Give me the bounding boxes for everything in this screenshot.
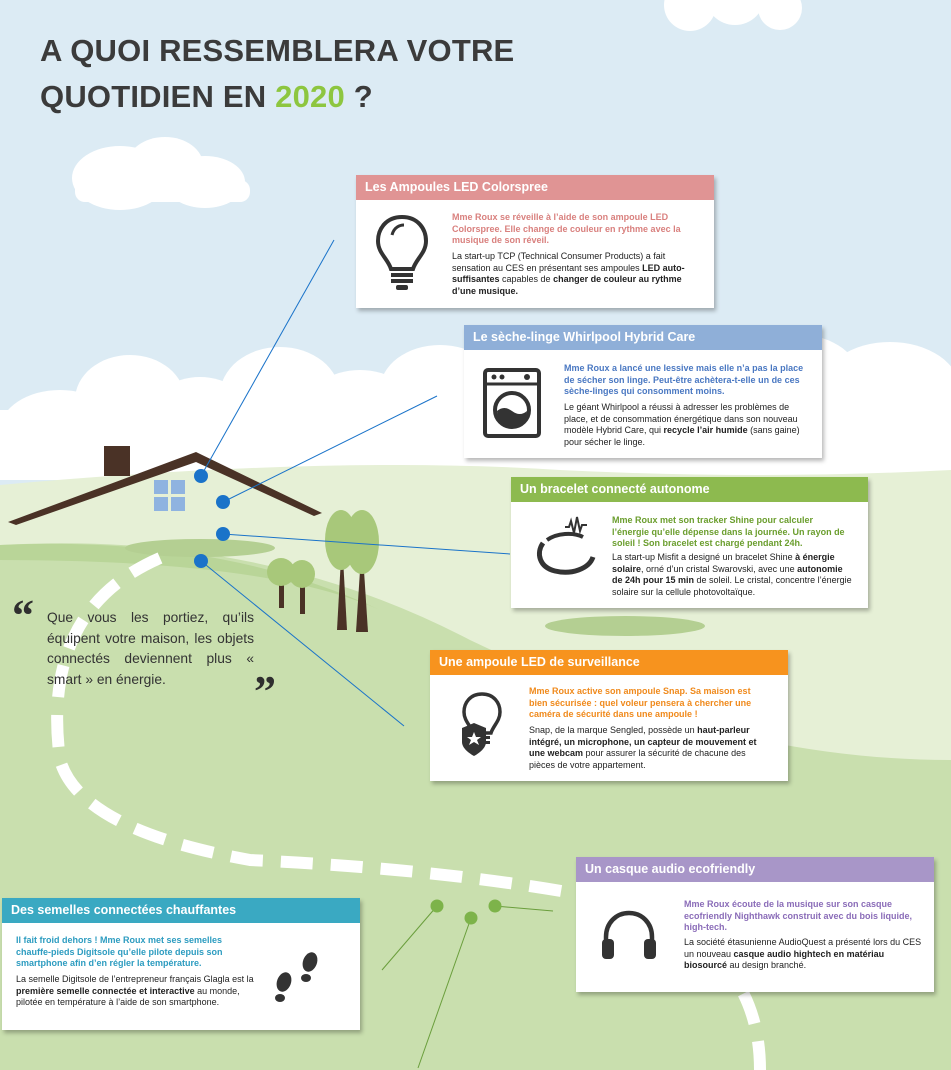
cloud-top-right [664, 0, 802, 31]
card-body: Snap, de la marque Sengled, possède un haut-parleur intégré, un microphone, un capteur de mouvement et une webcam pour assurer la sécurité de chacune des pièces de votre appartement. [529, 725, 757, 770]
card-lead: Mme Roux a lancé une lessive mais elle n’a pas la place de sécher son linge. Peut-être achètera-t-elle un de ces sèche-linges qui consomment moins. [564, 363, 804, 396]
card-header: Les Ampoules LED Colorspree [356, 175, 714, 200]
quote-close-mark: ” [254, 667, 276, 716]
card-header: Des semelles connectées chauffantes [2, 898, 360, 923]
card-body: La start-up TCP (Technical Consumer Products) a fait sensation au CES en présentant ses ampoules LED auto-suffisantes capables de changer de couleur au rythme d’une musique. [452, 251, 685, 296]
chimney [104, 446, 130, 476]
card-shine-bracelet [511, 477, 868, 608]
headphones-icon [600, 909, 658, 961]
lightbulb-icon [374, 213, 430, 293]
footprints-icon [270, 946, 328, 1004]
card-lead: Mme Roux active son ampoule Snap. Sa maison est bien sécurisée : quel voleur pensera à chercher une caméra de sécurité dans une ampoule ! [529, 686, 752, 719]
card-whirlpool-dryer [464, 325, 822, 458]
security-bulb-icon [458, 690, 506, 760]
title-question-mark: ? [353, 79, 373, 114]
card-body: La société étasunienne AudioQuest a présenté lors du CES un nouveau casque audio hightech en matériau biosourcé au design branché. [684, 937, 922, 970]
card-led-colorspree [356, 175, 714, 308]
card-body: La semelle Digitsole de l’entrepreneur français Glagla est la première semelle connectée et interactive au monde, pilotée en température à l’aide de son smartphone. [16, 974, 254, 1007]
card-header: Une ampoule LED de surveillance [430, 650, 788, 675]
card-header: Le sèche-linge Whirlpool Hybrid Care [464, 325, 822, 350]
card-header: Un casque audio ecofriendly [576, 857, 934, 882]
card-lead: Il fait froid dehors ! Mme Roux met ses semelles chauffe-pieds Digitsole qu’elle pilote depuis son smartphone afin d’en régler la température. [16, 935, 223, 968]
title-year: 2020 [275, 79, 345, 114]
washing-machine-icon [482, 367, 542, 439]
bracelet-icon [533, 513, 603, 579]
card-lead: Mme Roux met son tracker Shine pour calculer l’énergie qu’elle dépense dans la journée. Un rayon de soleil ! Son bracelet est chargé pendant 24h. [612, 515, 845, 548]
card-body: La start-up Misfit a designé un bracelet Shine à énergie solaire, orné d’un cristal Swarovski, avec une autonomie de 24h pour 15 min de soleil. Le cristal, concentre l’énergie solaire sur la cellule photovoltaïque. [612, 552, 852, 597]
card-snap-surveillance-bulb [430, 650, 788, 781]
quote-open-mark: “ [12, 591, 34, 640]
card-ecofriendly-headphones [576, 857, 934, 992]
card-header: Un bracelet connecté autonome [511, 477, 868, 502]
grass-shadow [545, 616, 705, 636]
cloud-left [72, 137, 250, 210]
title-line2: QUOTIDIEN EN [40, 79, 267, 114]
page-title [40, 28, 514, 120]
card-lead: Mme Roux écoute de la musique sur son casque ecofriendly Nighthawk construit avec du bois liquide, high-tech. [684, 899, 913, 932]
card-heated-insoles [2, 898, 360, 1030]
title-line1: A QUOI RESSEMBLERA VOTRE [40, 33, 515, 68]
card-lead: Mme Roux se réveille à l’aide de son ampoule LED Colorspree. Elle change de couleur en rythme avec la musique de son réveil. [452, 212, 681, 245]
card-body: Le géant Whirlpool a réussi à adresser les problèmes de place, et de consommation énergétique dans son nouveau modèle Hybrid Care, qui recycle l’air humide (sans gaine) pour sécher le linge. [564, 402, 800, 447]
quote-text: Que vous les portiez, qu’ils équipent votre maison, les objets connectés deviennent plus « smart » en énergie. [47, 610, 254, 687]
